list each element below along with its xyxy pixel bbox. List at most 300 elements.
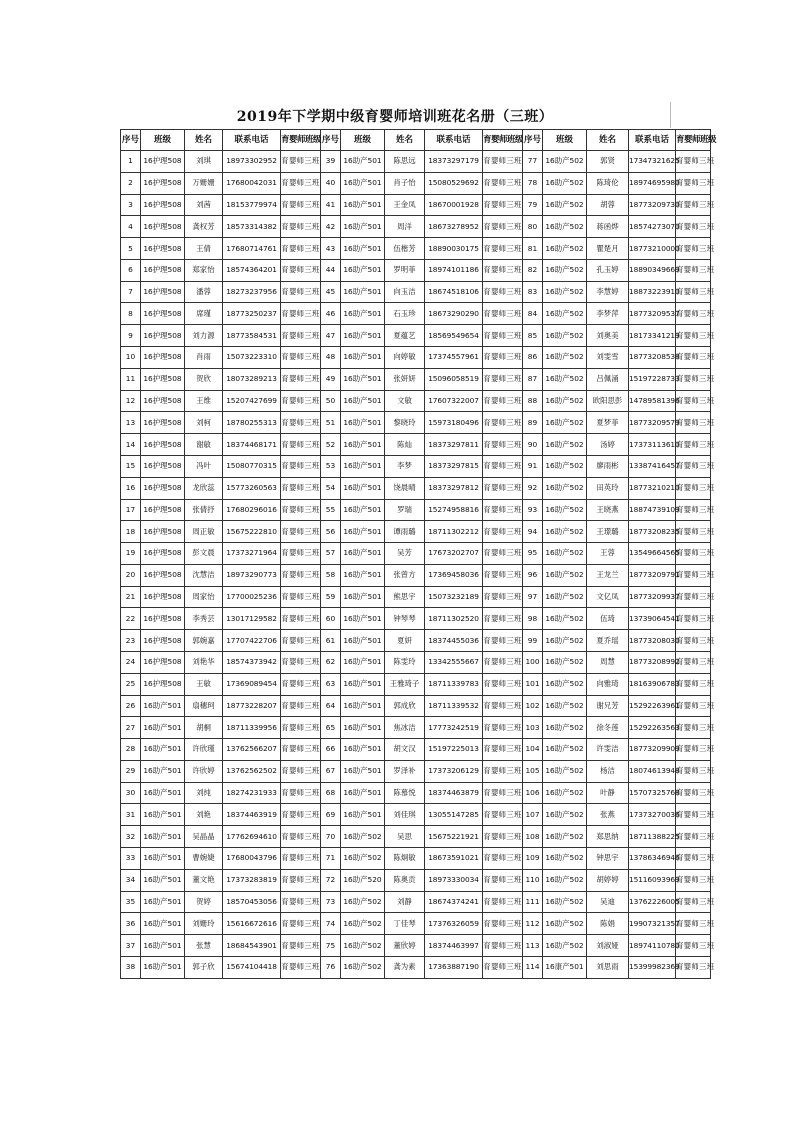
class-cell: 16护理508 [141,564,185,586]
roster-body [121,151,715,979]
phone-cell: 18973290773 [223,564,281,586]
row-number: 77 [523,151,543,173]
class-cell: 16助产501 [341,695,385,717]
name-cell: 田英玲 [587,477,629,499]
group-cell: 育婴师三班 [483,390,523,412]
phone-cell: 17373283819 [223,869,281,891]
name-cell: 谢兄芳 [587,695,629,717]
name-cell: 董文艳 [185,869,223,891]
class-cell: 16助产501 [341,259,385,281]
group-cell: 育婴师三班 [676,259,711,281]
group-cell: 育婴师三班 [483,848,523,870]
group-cell: 育婴师三班 [676,826,711,848]
group-cell: 育婴师三班 [676,630,711,652]
phone-cell: 18274231933 [223,782,281,804]
row-number: 93 [523,499,543,521]
group-cell: 育婴师三班 [281,891,321,913]
row-number: 44 [321,259,341,281]
phone-cell: 13342555667 [425,651,483,673]
name-cell: 龚为素 [385,956,425,978]
row-number: 8 [121,303,141,325]
phone-cell: 18074613948 [629,760,676,782]
phone-cell: 17680714761 [223,238,281,260]
group-cell: 育婴师三班 [483,347,523,369]
header-name: 姓名 [185,130,223,151]
class-cell: 16助产501 [341,739,385,761]
class-cell: 16助产501 [341,172,385,194]
header-phone: 联系电话 [425,130,483,151]
class-cell: 16护理508 [141,368,185,390]
phone-cell: 13017129582 [223,608,281,630]
group-cell: 育婴师三班 [483,956,523,978]
class-cell: 16助产501 [141,739,185,761]
table-row [121,499,711,521]
group-cell: 育婴师三班 [676,368,711,390]
group-cell: 育婴师三班 [483,673,523,695]
row-number: 47 [321,325,341,347]
name-cell: 周家怡 [185,586,223,608]
group-cell: 育婴师三班 [281,848,321,870]
name-cell: 杨洁 [587,760,629,782]
class-cell: 16助产501 [341,630,385,652]
name-cell: 潘蓉 [185,281,223,303]
class-cell: 16护理508 [141,651,185,673]
row-number: 21 [121,586,141,608]
class-cell: 16护理508 [141,608,185,630]
table-row [121,608,711,630]
name-cell: 陈慕悦 [385,782,425,804]
class-cell: 16助产502 [543,151,587,173]
class-cell: 16护理508 [141,499,185,521]
table-row [121,259,711,281]
class-cell: 16助产502 [341,913,385,935]
class-cell: 16护理508 [141,347,185,369]
row-number: 9 [121,325,141,347]
row-number: 16 [121,477,141,499]
phone-cell: 18684543901 [223,935,281,957]
class-cell: 16助产501 [341,368,385,390]
phone-cell: 15292263961 [629,695,676,717]
name-cell: 李梦萍 [587,303,629,325]
class-cell: 16助产501 [341,782,385,804]
row-number: 80 [523,216,543,238]
name-cell: 刘佳琪 [385,804,425,826]
name-cell: 伍楷芳 [385,238,425,260]
group-cell: 育婴师三班 [281,869,321,891]
phone-cell: 18711339783 [425,673,483,695]
name-cell: 陈灿 [385,434,425,456]
row-number: 35 [121,891,141,913]
roster-title: 2019年下学期中级育婴师培训班花名册（三班） [236,109,554,125]
row-number: 65 [321,717,341,739]
row-number: 70 [321,826,341,848]
name-cell: 饶晨晴 [385,477,425,499]
row-number: 10 [121,347,141,369]
class-cell: 16助产501 [341,238,385,260]
phone-cell: 18773209791 [629,564,676,586]
name-cell: 陈雯玲 [385,651,425,673]
name-cell: 黎晓玲 [385,412,425,434]
class-cell: 16助产502 [543,477,587,499]
phone-cell: 18373297179 [425,151,483,173]
class-cell: 16护理508 [141,434,185,456]
class-cell: 16助产501 [341,434,385,456]
name-cell: 王龙兰 [587,564,629,586]
table-row [121,368,711,390]
name-cell: 李慧婷 [587,281,629,303]
name-cell: 张燕 [587,804,629,826]
row-number: 109 [523,848,543,870]
name-cell: 夏梦菲 [587,412,629,434]
phone-cell: 18974110780 [629,935,676,957]
phone-cell: 18673591021 [425,848,483,870]
group-cell: 育婴师三班 [281,717,321,739]
phone-cell: 18374463879 [425,782,483,804]
row-number: 112 [523,913,543,935]
group-cell: 育婴师三班 [676,564,711,586]
phone-cell: 15973180496 [425,412,483,434]
name-cell: 谭雨璐 [385,521,425,543]
group-cell: 育婴师三班 [676,172,711,194]
class-cell: 16助产501 [141,760,185,782]
row-number: 55 [321,499,341,521]
class-cell: 16助产501 [141,782,185,804]
row-number: 107 [523,804,543,826]
class-cell: 16助产502 [543,651,587,673]
phone-cell: 13786346946 [629,848,676,870]
group-cell: 育婴师三班 [483,238,523,260]
group-cell: 育婴师三班 [483,303,523,325]
row-number: 104 [523,739,543,761]
class-cell: 16护理508 [141,238,185,260]
name-cell: 肖子怡 [385,172,425,194]
row-number: 43 [321,238,341,260]
group-cell: 育婴师三班 [483,782,523,804]
name-cell: 李秀芸 [185,608,223,630]
row-number: 46 [321,303,341,325]
group-cell: 育婴师三班 [281,651,321,673]
phone-cell: 17700025236 [223,586,281,608]
class-cell: 16康产501 [543,956,587,978]
row-number: 113 [523,935,543,957]
group-cell: 育婴师三班 [676,804,711,826]
table-row [121,194,711,216]
name-cell: 丁佳琴 [385,913,425,935]
name-cell: 陈炯敏 [385,848,425,870]
row-number: 88 [523,390,543,412]
group-cell: 育婴师三班 [483,913,523,935]
table-row [121,412,711,434]
group-cell: 育婴师三班 [676,238,711,260]
group-cell: 育婴师三班 [281,760,321,782]
class-cell: 16助产501 [341,194,385,216]
row-number: 85 [523,325,543,347]
row-number: 95 [523,543,543,565]
class-cell: 16助产520 [341,869,385,891]
row-number: 100 [523,651,543,673]
row-number: 7 [121,281,141,303]
group-cell: 育婴师三班 [483,216,523,238]
class-cell: 16助产502 [543,717,587,739]
phone-cell: 17607322007 [425,390,483,412]
name-cell: 瞿楚月 [587,238,629,260]
phone-cell: 18373297815 [425,455,483,477]
row-number: 99 [523,630,543,652]
group-cell: 育婴师三班 [676,390,711,412]
group-cell: 育婴师三班 [483,630,523,652]
group-cell: 育婴师三班 [483,477,523,499]
group-cell: 育婴师三班 [483,804,523,826]
row-number: 13 [121,412,141,434]
row-number: 84 [523,303,543,325]
phone-cell: 18773228207 [223,695,281,717]
name-cell: 扇穗珂 [185,695,223,717]
group-cell: 育婴师三班 [483,368,523,390]
row-number: 89 [523,412,543,434]
row-number: 79 [523,194,543,216]
phone-cell: 13549664565 [629,543,676,565]
row-number: 19 [121,543,141,565]
name-cell: 廖雨彬 [587,455,629,477]
name-cell: 文亿凤 [587,586,629,608]
name-cell: 许欣婷 [185,760,223,782]
group-cell: 育婴师三班 [281,390,321,412]
row-number: 30 [121,782,141,804]
row-number: 98 [523,608,543,630]
class-cell: 16护理508 [141,412,185,434]
group-cell: 育婴师三班 [281,630,321,652]
class-cell: 16助产501 [341,412,385,434]
name-cell: 沈慧洁 [185,564,223,586]
class-cell: 16护理508 [141,303,185,325]
class-cell: 16助产501 [341,390,385,412]
table-row [121,848,711,870]
class-cell: 16助产502 [543,673,587,695]
group-cell: 育婴师三班 [676,586,711,608]
phone-cell: 18773209937 [629,586,676,608]
class-cell: 16助产501 [341,347,385,369]
class-cell: 16助产501 [341,281,385,303]
name-cell: 董欣婷 [385,935,425,957]
name-cell: 王敏 [185,673,223,695]
phone-cell: 17373270036 [629,804,676,826]
class-cell: 16助产502 [543,194,587,216]
phone-cell: 18873223910 [629,281,676,303]
phone-cell: 15073223310 [223,347,281,369]
class-cell: 16助产502 [543,564,587,586]
name-cell: 贺婷 [185,891,223,913]
row-number: 22 [121,608,141,630]
class-cell: 16助产502 [543,412,587,434]
header-class: 班级 [341,130,385,151]
phone-cell: 15207427699 [223,390,281,412]
group-cell: 育婴师三班 [281,826,321,848]
group-cell: 育婴师三班 [281,303,321,325]
row-number: 18 [121,521,141,543]
phone-cell: 15080770315 [223,455,281,477]
row-number: 41 [321,194,341,216]
phone-cell: 18574364201 [223,259,281,281]
group-cell: 育婴师三班 [676,717,711,739]
phone-cell: 17762694610 [223,826,281,848]
class-cell: 16助产502 [543,739,587,761]
phone-cell: 18673278952 [425,216,483,238]
name-cell: 王维 [185,390,223,412]
phone-cell: 14789581396 [629,390,676,412]
group-cell: 育婴师三班 [676,303,711,325]
phone-cell: 17376326059 [425,913,483,935]
row-number: 3 [121,194,141,216]
header-group: 育婴师班级 [676,130,711,151]
row-number: 33 [121,848,141,870]
table-row [121,151,711,173]
row-number: 73 [321,891,341,913]
row-number: 27 [121,717,141,739]
phone-cell: 18574273070 [629,216,676,238]
name-cell: 吴芳 [385,543,425,565]
header-group: 育婴师班级 [483,130,523,151]
class-cell: 16助产501 [341,651,385,673]
phone-cell: 18273237956 [223,281,281,303]
class-cell: 16护理508 [141,151,185,173]
row-number: 31 [121,804,141,826]
class-cell: 16护理508 [141,521,185,543]
name-cell: 万姗姗 [185,172,223,194]
row-number: 105 [523,760,543,782]
row-number: 36 [121,913,141,935]
class-cell: 16助产501 [341,804,385,826]
table-row [121,477,711,499]
name-cell: 周正敏 [185,521,223,543]
name-cell: 刘雯雪 [587,347,629,369]
name-cell: 张倩抒 [185,499,223,521]
row-number: 26 [121,695,141,717]
group-cell: 育婴师三班 [676,499,711,521]
group-cell: 育婴师三班 [483,564,523,586]
name-cell: 吴晶晶 [185,826,223,848]
table-row [121,826,711,848]
group-cell: 育婴师三班 [281,151,321,173]
class-cell: 16助产502 [543,238,587,260]
class-cell: 16助产502 [543,303,587,325]
phone-cell: 15616672616 [223,913,281,935]
phone-cell: 13055147285 [425,804,483,826]
row-number: 24 [121,651,141,673]
row-number: 25 [121,673,141,695]
row-number: 12 [121,390,141,412]
group-cell: 育婴师三班 [483,869,523,891]
class-cell: 16助产502 [341,848,385,870]
row-number: 40 [321,172,341,194]
phone-cell: 18373297811 [425,434,483,456]
header-phone: 联系电话 [223,130,281,151]
class-cell: 16助产501 [341,151,385,173]
name-cell: 席瑾 [185,303,223,325]
phone-cell: 18374463919 [223,804,281,826]
row-number: 32 [121,826,141,848]
name-cell: 王璟璐 [587,521,629,543]
row-number: 97 [523,586,543,608]
class-cell: 16助产501 [341,521,385,543]
name-cell: 胡文汉 [385,739,425,761]
group-cell: 育婴师三班 [281,782,321,804]
group-cell: 育婴师三班 [281,347,321,369]
class-cell: 16助产502 [341,935,385,957]
row-number: 42 [321,216,341,238]
class-cell: 16助产502 [543,695,587,717]
class-cell: 16助产501 [341,564,385,586]
group-cell: 育婴师三班 [676,194,711,216]
class-cell: 16护理508 [141,673,185,695]
table-row [121,390,711,412]
phone-cell: 17369458036 [425,564,483,586]
group-cell: 育婴师三班 [676,651,711,673]
class-cell: 16助产501 [341,673,385,695]
class-cell: 16助产502 [543,434,587,456]
class-cell: 16助产502 [543,826,587,848]
class-cell: 16护理508 [141,172,185,194]
table-row [121,543,711,565]
phone-cell: 18711339532 [425,695,483,717]
class-cell: 16助产502 [341,956,385,978]
class-cell: 16助产501 [341,303,385,325]
table-row [121,521,711,543]
name-cell: 向婷敏 [385,347,425,369]
phone-cell: 15773260563 [223,477,281,499]
table-row [121,782,711,804]
row-number: 45 [321,281,341,303]
group-cell: 育婴师三班 [281,281,321,303]
group-cell: 育婴师三班 [676,281,711,303]
table-row [121,913,711,935]
name-cell: 孔玉婷 [587,259,629,281]
row-number: 49 [321,368,341,390]
table-row [121,804,711,826]
row-number: 92 [523,477,543,499]
phone-cell: 15116093969 [629,869,676,891]
group-cell: 育婴师三班 [676,521,711,543]
phone-cell: 17673202707 [425,543,483,565]
group-cell: 育婴师三班 [281,913,321,935]
class-cell: 16助产502 [543,259,587,281]
row-number: 11 [121,368,141,390]
class-cell: 16护理508 [141,259,185,281]
class-cell: 16护理508 [141,586,185,608]
name-cell: 文敏 [385,390,425,412]
group-cell: 育婴师三班 [676,543,711,565]
phone-cell: 18773208030 [629,630,676,652]
table-row [121,935,711,957]
group-cell: 育婴师三班 [676,347,711,369]
class-cell: 16助产502 [543,630,587,652]
table-row [121,630,711,652]
class-cell: 16助产502 [543,543,587,565]
phone-cell: 18374463997 [425,935,483,957]
row-number: 111 [523,891,543,913]
row-number: 68 [321,782,341,804]
name-cell: 郭子欣 [185,956,223,978]
group-cell: 育婴师三班 [483,151,523,173]
name-cell: 郑家怡 [185,259,223,281]
phone-cell: 18163906783 [629,673,676,695]
group-cell: 育婴师三班 [483,499,523,521]
row-number: 17 [121,499,141,521]
row-number: 5 [121,238,141,260]
table-row [121,564,711,586]
phone-cell: 15675222810 [223,521,281,543]
phone-cell: 18780255313 [223,412,281,434]
phone-cell: 17373206129 [425,760,483,782]
